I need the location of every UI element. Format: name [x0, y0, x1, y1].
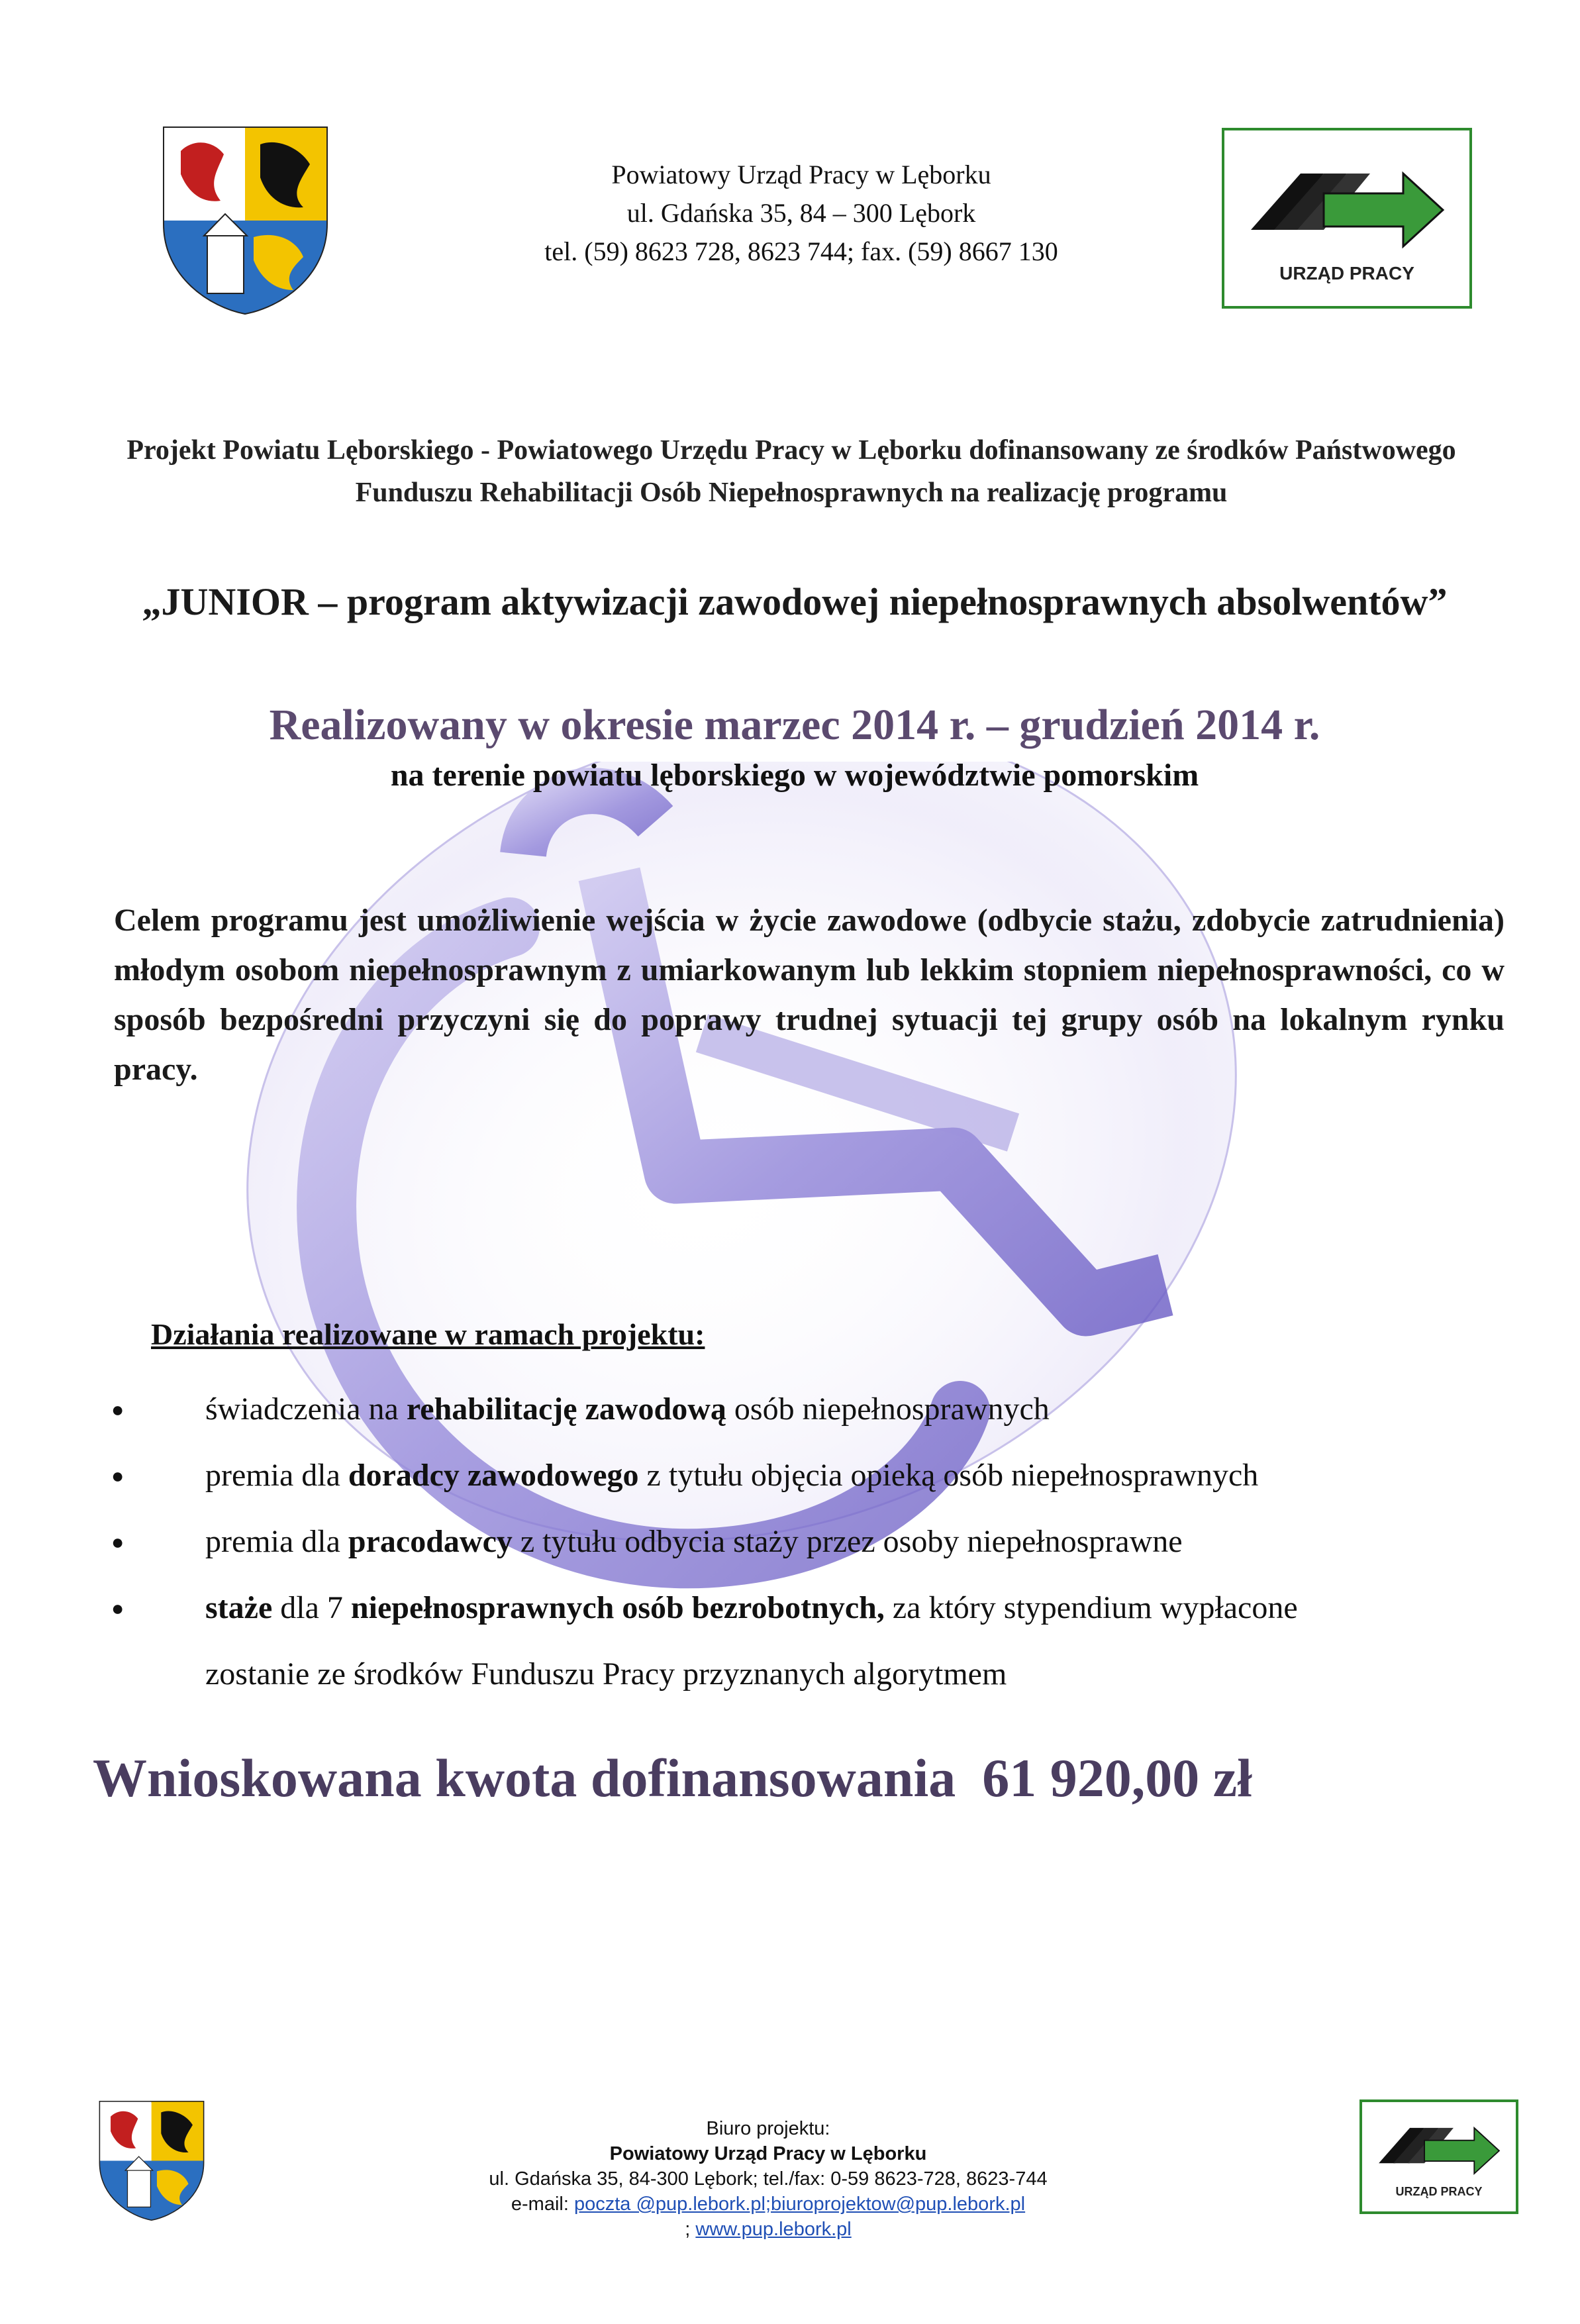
actions-list — [106, 1376, 1530, 1707]
actions-heading: Działania realizowane w ramach projektu: — [151, 1317, 705, 1351]
website-link[interactable]: www.pup.lebork.pl — [695, 2219, 852, 2240]
funding-amount — [93, 1745, 1550, 1811]
footer-office: Powiatowy Urząd Pracy w Lęborku — [609, 2143, 927, 2164]
office-phone: tel. (59) 8623 728, 8623 744; fax. (59) 8667 130 — [544, 236, 1058, 266]
separator: ; — [685, 2219, 691, 2240]
list-item: ● premia dla doradcy zawodowego z tytułu objęcia opieką osób niepełnosprawnych — [106, 1442, 1530, 1509]
footer-logo-caption: URZĄD PRACY — [1395, 2185, 1483, 2198]
bullet-icon: ● — [111, 1397, 124, 1421]
bullet-icon: ● — [111, 1530, 124, 1554]
email-label: e-mail: — [511, 2194, 569, 2215]
project-intro: Projekt Powiatu Lęborskiego - Powiatowego Urzędu Pracy w Lęborku dofinansowany ze środków Państwowego Funduszu Rehabilitacji Osób Niepełnosprawnych na realizację programu — [126, 435, 1456, 508]
office-address: ul. Gdańska 35, 84 – 300 Lębork — [626, 198, 976, 228]
program-title: „JUNIOR – program aktywizacji zawodowej niepełnosprawnych absolwentów” — [142, 580, 1448, 623]
footer-arrow-logo-icon — [1362, 2105, 1516, 2184]
footer-contact — [397, 2116, 1139, 2242]
footer-address: ul. Gdańska 35, 84-300 Lębork; tel./fax: 0-59 8623-728, 8623-744 — [489, 2168, 1048, 2190]
coat-of-arms-icon — [161, 125, 330, 317]
footer-label: Biuro projektu: — [706, 2118, 830, 2139]
arrow-logo-icon — [1224, 137, 1469, 263]
footer-coat-of-arms-icon — [98, 2093, 205, 2229]
footer-website-row — [397, 2217, 1139, 2242]
funding-label: Wnioskowana kwota dofinansowania — [93, 1748, 956, 1808]
list-item: ● świadczenia na rehabilitację zawodową osób niepełnosprawnych — [106, 1376, 1530, 1442]
header-office-info — [371, 156, 1232, 271]
footer-email-row — [397, 2192, 1139, 2217]
footer-urzad-pracy-logo — [1359, 2099, 1518, 2214]
urzad-pracy-logo — [1222, 128, 1472, 309]
bullet-icon: ● — [111, 1464, 124, 1488]
office-name: Powiatowy Urząd Pracy w Lęborku — [611, 160, 991, 189]
program-period: Realizowany w okresie marzec 2014 r. – grudzień 2014 r. — [269, 701, 1320, 749]
program-goal: Celem programu jest umożliwienie wejścia w życie zawodowe (odbycie stażu, zdobycie zatrudnienia) młodym osobom niepełnosprawnym z umiarkowanym lub lekkim stopniem niepełnosprawności, co w sposób bezpośredni przyczyni się do poprawy trudnej sytuacji tej grupy osób na lokalnym rynku pracy. — [114, 903, 1505, 1087]
logo-caption: URZĄD PRACY — [1279, 263, 1414, 283]
email-link[interactable]: poczta @pup.lebork.pl;biuroprojektow@pup.lebork.pl — [573, 2194, 1026, 2215]
list-item-continuation: zostanie ze środków Funduszu Pracy przyznanych algorytmem — [205, 1656, 1007, 1692]
list-item: ● premia dla pracodawcy z tytułu odbycia staży przez osoby niepełnosprawne — [106, 1509, 1530, 1575]
bullet-icon: ● — [111, 1596, 124, 1620]
program-region: na terenie powiatu lęborskiego w województwie pomorskim — [390, 758, 1199, 793]
funding-value: 61 920,00 zł — [982, 1748, 1252, 1808]
list-item: ● staże dla 7 niepełnosprawnych osób bezrobotnych, za który stypendium wypłacone — [106, 1575, 1530, 1641]
